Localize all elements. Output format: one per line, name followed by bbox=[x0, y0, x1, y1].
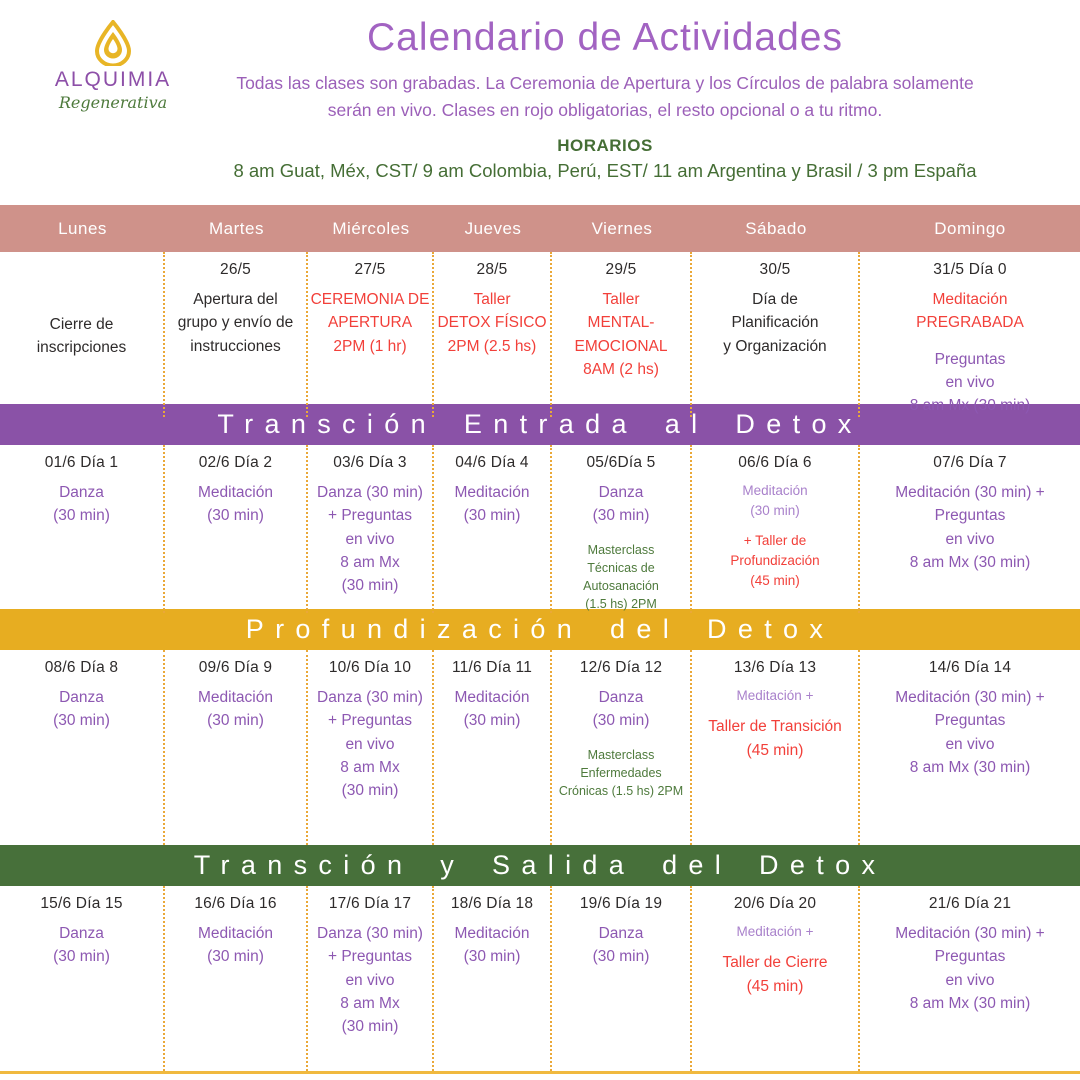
cell-date: 05/6Día 5 bbox=[586, 454, 656, 471]
activity-line: Danza (30 min) bbox=[317, 925, 423, 942]
activity-text bbox=[860, 288, 1080, 335]
cell-date: 06/6 Día 6 bbox=[738, 454, 812, 471]
activity-line: Apertura del bbox=[193, 291, 278, 308]
activity-line: Meditación (30 min) + bbox=[895, 925, 1045, 942]
weekday-header-sábado: Sábado bbox=[745, 218, 807, 238]
activity-line: Meditación bbox=[454, 925, 530, 942]
activity-text bbox=[692, 531, 858, 592]
activity-line: 8 am Mx (30 min) bbox=[909, 397, 1031, 414]
activity-text bbox=[0, 481, 163, 528]
activity-line: 8 am Mx (30 min) bbox=[909, 758, 1031, 776]
drop-icon bbox=[87, 20, 139, 66]
activity-line: (30 min) bbox=[341, 782, 399, 799]
activity-line: en vivo bbox=[945, 530, 995, 548]
activity-line: Preguntas bbox=[934, 350, 1006, 368]
activity-line: Preguntas bbox=[934, 948, 1006, 966]
activity-line: + Taller de bbox=[743, 532, 807, 548]
cell-date: 01/6 Día 1 bbox=[44, 454, 119, 471]
activity-line: Preguntas bbox=[934, 712, 1006, 730]
activity-line: + Preguntas bbox=[327, 712, 413, 730]
brand-name: ALQUIMIA bbox=[54, 68, 172, 91]
calendar-cell bbox=[552, 886, 692, 1071]
calendar-cell bbox=[860, 252, 1080, 417]
activity-line: Técnicas de bbox=[587, 560, 655, 575]
activity-text bbox=[165, 686, 306, 733]
calendar-cell bbox=[692, 252, 860, 417]
weekday-header-row bbox=[0, 205, 1080, 252]
activity-line: Taller bbox=[602, 291, 640, 308]
cell-date: 26/5 bbox=[220, 261, 251, 278]
cell-date: 11/6 Día 11 bbox=[451, 659, 533, 676]
activity-line: Danza (30 min) bbox=[317, 484, 423, 501]
cell-date: 04/6 Día 4 bbox=[455, 454, 529, 471]
activity-line: (30 min) bbox=[750, 503, 800, 519]
activity-line: Taller de Cierre bbox=[722, 954, 828, 972]
activity-line: (30 min) bbox=[207, 507, 264, 525]
calendar-cell bbox=[434, 886, 552, 1071]
activity-line: Meditación bbox=[198, 689, 273, 706]
calendar-cell bbox=[860, 650, 1080, 845]
cell-date: 07/6 Día 7 bbox=[933, 454, 1007, 471]
activity-line: Meditación bbox=[198, 925, 273, 942]
week-row-0 bbox=[0, 252, 1080, 414]
activity-line: Meditación bbox=[454, 689, 530, 706]
activity-line: Profundización bbox=[730, 552, 820, 568]
calendar-cell bbox=[552, 445, 692, 613]
activity-line: CEREMONIA DE bbox=[310, 291, 430, 308]
activity-line: (30 min) bbox=[53, 948, 110, 966]
weekday-header-jueves: Jueves bbox=[464, 218, 522, 238]
activity-text bbox=[308, 686, 432, 802]
activity-text bbox=[692, 481, 858, 522]
activity-line: Día de bbox=[752, 291, 798, 308]
activity-line: 8 am Mx bbox=[340, 994, 400, 1012]
activity-line: en vivo bbox=[945, 971, 995, 989]
cell-date: 19/6 Día 19 bbox=[579, 895, 663, 912]
activity-line: (30 min) bbox=[463, 507, 521, 525]
activity-text bbox=[308, 922, 432, 1038]
activity-text bbox=[434, 922, 550, 969]
activity-line: 8AM (2 hs) bbox=[583, 360, 659, 378]
subtitle bbox=[190, 70, 1020, 124]
activity-text bbox=[860, 348, 1080, 418]
activity-text bbox=[165, 922, 306, 969]
cell-date: 31/5 Día 0 bbox=[933, 261, 1007, 278]
activity-text bbox=[692, 715, 858, 762]
weekday-header-martes: Martes bbox=[209, 218, 264, 238]
cell-date: 17/6 Día 17 bbox=[328, 895, 412, 912]
cell-date: 02/6 Día 2 bbox=[198, 454, 273, 471]
activity-text bbox=[552, 541, 690, 614]
phase-banner: Transción y Salida del Detox bbox=[0, 845, 1080, 886]
subtitle-line-1: Todas las clases son grabadas. La Ceremonia de Apertura y los Círculos de palabra solamente bbox=[236, 73, 974, 93]
activity-line: (45 min) bbox=[750, 573, 800, 588]
activity-line: 8 am Mx bbox=[340, 758, 400, 776]
poster-header bbox=[0, 0, 1080, 205]
activity-line: Enfermedades bbox=[580, 765, 662, 780]
activity-line: (30 min) bbox=[592, 948, 650, 966]
activity-text bbox=[434, 481, 550, 528]
week-row-2 bbox=[0, 650, 1080, 845]
activity-line: y Organización bbox=[723, 337, 827, 355]
bottom-divider bbox=[0, 1071, 1080, 1074]
activity-text bbox=[692, 686, 858, 706]
calendar-cell bbox=[0, 445, 165, 613]
activity-line: grupo y envío de bbox=[177, 314, 294, 332]
activity-line: (30 min) bbox=[207, 948, 264, 966]
activity-text bbox=[0, 922, 163, 969]
activity-text bbox=[860, 922, 1080, 1015]
activity-line: Taller bbox=[473, 291, 511, 308]
brand-logo bbox=[38, 20, 188, 112]
activity-line: Danza (30 min) bbox=[317, 689, 423, 706]
activity-text bbox=[434, 288, 550, 358]
calendar-cell bbox=[308, 445, 434, 613]
activity-text bbox=[0, 313, 163, 360]
activity-line: (30 min) bbox=[53, 712, 110, 730]
activity-line: Preguntas bbox=[934, 507, 1006, 525]
calendar-cell bbox=[434, 650, 552, 845]
activity-line: inscripciones bbox=[36, 339, 127, 357]
activity-text bbox=[308, 288, 432, 358]
calendar-cell bbox=[692, 445, 860, 613]
activity-line: Danza bbox=[59, 689, 104, 706]
activity-line: 8 am Mx bbox=[340, 553, 400, 571]
activity-line: (45 min) bbox=[746, 977, 804, 995]
activity-text bbox=[860, 481, 1080, 574]
activity-line: en vivo bbox=[945, 735, 995, 753]
cell-date: 08/6 Día 8 bbox=[44, 659, 119, 676]
activity-line: Meditación (30 min) + bbox=[895, 484, 1045, 501]
cell-date: 29/5 bbox=[605, 261, 637, 278]
calendar-cell bbox=[692, 650, 860, 845]
phase-banner: Transción Entrada al Detox bbox=[0, 404, 1080, 445]
activity-line: Danza bbox=[59, 925, 104, 942]
activity-line: (30 min) bbox=[207, 712, 264, 730]
calendar-cell bbox=[434, 445, 552, 613]
activity-line: Danza bbox=[598, 689, 644, 706]
activity-line: Meditación + bbox=[736, 924, 814, 939]
activity-line: Meditación bbox=[932, 291, 1008, 308]
calendar-cell bbox=[308, 252, 434, 417]
activity-line: Meditación bbox=[454, 484, 530, 501]
activity-line: + Preguntas bbox=[327, 507, 413, 525]
cell-date: 10/6 Día 10 bbox=[328, 659, 412, 676]
activity-text bbox=[552, 288, 690, 381]
activity-line: Masterclass bbox=[587, 542, 655, 557]
cell-date: 30/5 bbox=[759, 261, 791, 278]
activity-line: (30 min) bbox=[341, 1018, 399, 1035]
calendar-cell bbox=[552, 252, 692, 417]
activity-line: DETOX FÍSICO bbox=[437, 314, 547, 332]
activity-text bbox=[860, 686, 1080, 779]
week-row-1 bbox=[0, 445, 1080, 609]
calendar-cell bbox=[0, 886, 165, 1071]
cell-date: 28/5 bbox=[476, 261, 508, 278]
activity-text bbox=[552, 481, 690, 528]
activity-text bbox=[692, 951, 858, 998]
cell-date: 21/6 Día 21 bbox=[928, 895, 1012, 912]
activity-line: 2PM (1 hr) bbox=[333, 337, 407, 355]
activity-line: 2PM (2.5 hs) bbox=[447, 337, 537, 355]
activity-line: (30 min) bbox=[592, 507, 650, 525]
activity-line: (30 min) bbox=[463, 948, 521, 966]
cell-date: 15/6 Día 15 bbox=[40, 895, 123, 912]
weekday-header-miércoles: Miércoles bbox=[332, 218, 410, 238]
activity-text bbox=[165, 288, 306, 358]
calendar-cell bbox=[308, 650, 434, 845]
activity-text bbox=[692, 288, 858, 358]
brand-subname: Regenerativa bbox=[58, 93, 168, 112]
activity-line: en vivo bbox=[345, 735, 395, 753]
activity-line: Crónicas (1.5 hs) 2PM bbox=[558, 783, 684, 798]
activity-text bbox=[552, 686, 690, 733]
activity-line: + Preguntas bbox=[327, 948, 413, 966]
calendar-cell bbox=[692, 886, 860, 1071]
activity-text bbox=[0, 686, 163, 733]
activity-line: Autosanación bbox=[583, 578, 659, 593]
activity-line: Meditación + bbox=[736, 688, 814, 703]
subtitle-line-2: serán en vivo. Clases en rojo obligatorias, el resto opcional o a tu ritmo. bbox=[327, 100, 883, 121]
activity-text bbox=[308, 481, 432, 597]
activity-line: (1.5 hs) 2PM bbox=[585, 596, 657, 611]
calendar-body bbox=[0, 252, 1080, 1071]
activity-line: Taller de Transición bbox=[708, 718, 842, 736]
activity-line: Meditación bbox=[742, 483, 808, 498]
cell-date: 27/5 bbox=[354, 261, 386, 278]
cell-date: 20/6 Día 20 bbox=[733, 895, 817, 912]
activity-line: APERTURA bbox=[327, 314, 413, 332]
calendar-cell bbox=[165, 886, 308, 1071]
activity-text bbox=[552, 746, 690, 800]
weekday-header-viernes: Viernes bbox=[591, 218, 653, 238]
activity-line: (30 min) bbox=[341, 577, 399, 594]
cell-date: 14/6 Día 14 bbox=[928, 659, 1012, 676]
cell-date: 13/6 Día 13 bbox=[733, 659, 817, 676]
calendar-cell bbox=[860, 886, 1080, 1071]
activity-line: Danza bbox=[598, 925, 644, 942]
timezones-text: 8 am Guat, Méx, CST/ 9 am Colombia, Perú, EST/ 11 am Argentina y Brasil / 3 pm España bbox=[233, 160, 977, 182]
activity-text bbox=[165, 481, 306, 528]
activity-line: (45 min) bbox=[746, 741, 804, 759]
weekday-header-domingo: Domingo bbox=[934, 218, 1006, 238]
activity-line: PREGRABADA bbox=[916, 314, 1024, 332]
cell-date: 16/6 Día 16 bbox=[194, 895, 277, 912]
activity-line: Planificación bbox=[731, 314, 819, 332]
activity-text bbox=[552, 922, 690, 969]
cell-date: 12/6 Día 12 bbox=[579, 659, 663, 676]
activity-text bbox=[434, 686, 550, 733]
activity-line: MENTAL- bbox=[587, 314, 655, 332]
activity-line: 8 am Mx (30 min) bbox=[909, 553, 1031, 571]
cell-date: 03/6 Día 3 bbox=[333, 454, 407, 471]
cell-date: 18/6 Día 18 bbox=[450, 895, 534, 912]
activity-line: en vivo bbox=[345, 971, 395, 989]
activity-line: Danza bbox=[598, 484, 644, 501]
activity-line: Meditación (30 min) + bbox=[895, 689, 1045, 706]
horarios-label: HORARIOS bbox=[557, 136, 653, 156]
activity-line: (30 min) bbox=[53, 507, 110, 525]
activity-line: Meditación bbox=[198, 484, 273, 501]
activity-line: en vivo bbox=[345, 530, 395, 548]
calendar-cell bbox=[165, 650, 308, 845]
activity-line: (30 min) bbox=[592, 712, 650, 730]
calendar-cell bbox=[552, 650, 692, 845]
activity-text bbox=[692, 922, 858, 942]
calendar-cell bbox=[165, 445, 308, 613]
activity-line: 8 am Mx (30 min) bbox=[909, 994, 1031, 1012]
phase-banner: Profundización del Detox bbox=[0, 609, 1080, 650]
activity-line: Cierre de bbox=[49, 316, 114, 333]
calendar-cell bbox=[434, 252, 552, 417]
activity-line: Masterclass bbox=[587, 747, 655, 762]
calendar-cell bbox=[0, 650, 165, 845]
page-title: Calendario de Actividades bbox=[367, 16, 843, 59]
activity-line: (30 min) bbox=[463, 712, 521, 730]
calendar-cell bbox=[860, 445, 1080, 613]
cell-date: 09/6 Día 9 bbox=[198, 659, 273, 676]
activity-line: instrucciones bbox=[190, 337, 281, 355]
calendar-cell bbox=[308, 886, 434, 1071]
calendar-cell bbox=[0, 252, 165, 417]
activity-line: en vivo bbox=[945, 373, 995, 391]
calendar-cell bbox=[165, 252, 308, 417]
week-row-3 bbox=[0, 886, 1080, 1071]
weekday-header-lunes: Lunes bbox=[58, 218, 107, 238]
activity-line: EMOCIONAL bbox=[574, 337, 668, 355]
activity-line: Danza bbox=[59, 484, 104, 501]
